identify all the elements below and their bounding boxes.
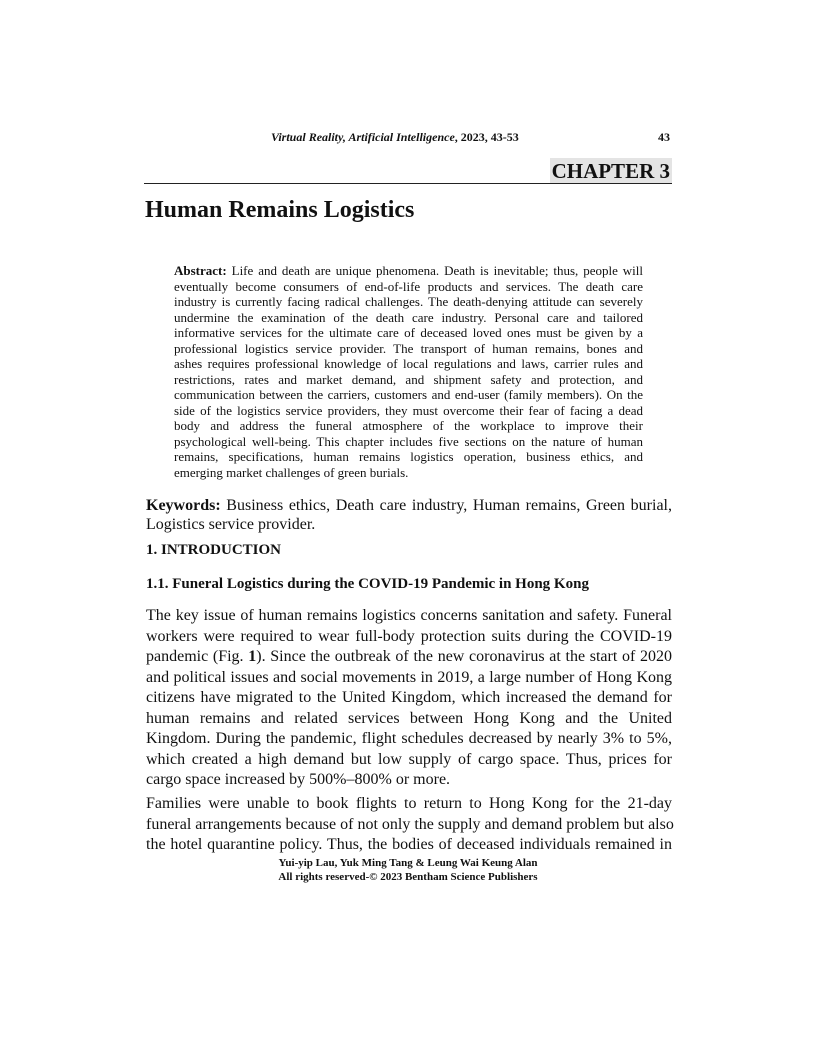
page-number: 43 <box>658 130 670 144</box>
text-run: body and address the funeral atmosphere of the workplace to improve their <box>174 418 643 433</box>
text-line <box>146 729 672 750</box>
text-line <box>174 279 643 295</box>
label: Abstract: <box>174 263 227 278</box>
text-line <box>146 815 672 836</box>
text-line <box>146 606 672 627</box>
text-run: Business ethics, Death care industry, Human remains, Green burial, <box>220 497 672 514</box>
text-line <box>146 750 672 771</box>
chapter-label: CHAPTER 3 <box>551 159 670 183</box>
text-line <box>146 647 672 668</box>
paragraph-2 <box>146 794 672 856</box>
text-line <box>174 372 643 388</box>
paragraph-1 <box>146 606 672 791</box>
text-run: The key issue of human remains logistics concerns sanitation and safety. Funeral <box>146 607 672 624</box>
text-line <box>146 627 672 648</box>
text-run: ashes requires professional knowledge of local regulations and laws, carrier rules and <box>174 356 643 371</box>
text-line <box>146 835 672 856</box>
header-rule <box>144 183 672 184</box>
section-heading: 1. INTRODUCTION <box>146 542 282 558</box>
text-run: and political issues and social movements in 2019, a large number of Hong Kong <box>146 668 672 686</box>
footer-authors: Yui-yip Lau, Yuk Ming Tang & Leung Wai Keung Alan <box>278 857 538 869</box>
text-line <box>174 449 643 465</box>
text-line <box>146 688 672 709</box>
text-line <box>174 434 643 450</box>
text-line <box>174 294 643 310</box>
text-run: citizens have migrated to the United Kingdom, which increased the demand for <box>146 689 672 706</box>
text-run: emerging market challenges of green burials. <box>174 464 409 480</box>
text-run: the hotel quarantine policy. Thus, the bodies of deceased individuals remained in <box>146 836 672 853</box>
text-line <box>174 263 643 279</box>
text-run: eventually become consumers of end-of-life products and services. The death care <box>174 278 643 294</box>
text-line <box>174 387 643 403</box>
chapter-title: Human Remains Logistics <box>145 197 415 223</box>
text-line <box>146 496 672 515</box>
text-line <box>174 325 643 341</box>
text-run: industry is currently facing radical challenges. The death-denying attitude can severely <box>174 294 643 309</box>
abstract <box>174 263 643 480</box>
text-line <box>174 356 643 372</box>
text-run: communication between the carriers, customers and end-user (family members). On the <box>174 387 643 402</box>
label: Keywords: <box>146 497 221 514</box>
text-run: Life and death are unique phenomena. Death is inevitable; thus, people will <box>226 263 643 278</box>
text-line <box>146 709 672 730</box>
text-line <box>146 668 672 689</box>
text-line <box>146 515 672 534</box>
text-line <box>174 341 643 357</box>
text-run: funeral arrangements because of not only the supply and demand problem but also <box>146 815 674 833</box>
text-run: side of the logistics service providers, they must overcome their fear of facing a dead <box>174 402 643 418</box>
text-run: Kingdom. During the pandemic, flight schedules decreased by nearly 3% to 5%, <box>146 730 672 747</box>
text-run: Logistics service provider. <box>146 516 316 533</box>
figure-ref: 1 <box>248 648 257 665</box>
text-run: remains, specifications, human remains logistics operation, business ethics, and <box>174 449 643 464</box>
text-run: ). Since the outbreak of the new coronavirus at the start of 2020 <box>256 648 672 665</box>
footer <box>0 856 816 884</box>
text-run: undermine the examination of the death care industry. Personal care and tailored <box>174 309 643 325</box>
text-run: which created a high demand but low supply of cargo space. Thus, prices for <box>146 750 672 768</box>
text-run: workers were required to wear full-body protection suits during the COVID-19 <box>146 627 672 645</box>
book-citation: , 2023, 43-53 <box>454 130 519 144</box>
text-line <box>174 465 643 481</box>
text-run: pandemic (Fig. <box>146 648 249 665</box>
text-run: psychological well-being. This chapter includes five sections on the nature of human <box>174 433 643 449</box>
text-run: cargo space increased by 500%–800% or more. <box>146 771 451 788</box>
text-run: informative services for the ultimate care of deceased loved ones must be given by a <box>174 325 643 340</box>
text-run: restrictions, rates and market demand, and shipment safety and protection, and <box>174 371 643 387</box>
text-line <box>146 770 672 791</box>
book-title: Virtual Reality, Artificial Intelligence <box>271 130 455 144</box>
text-line <box>146 794 672 815</box>
text-run: human remains and related services between Hong Kong and the United <box>146 709 672 727</box>
subsection-heading: 1.1. Funeral Logistics during the COVID-19 Pandemic in Hong Kong <box>146 576 589 592</box>
keywords <box>146 496 672 534</box>
text-run: Families were unable to book flights to return to Hong Kong for the 21-day <box>146 795 672 812</box>
text-line <box>174 418 643 434</box>
text-line <box>174 310 643 326</box>
footer-copyright: All rights reserved-© 2023 Bentham Science Publishers <box>278 871 538 883</box>
text-run: professional logistics service provider. The transport of human remains, bones and <box>174 340 643 356</box>
text-line <box>174 403 643 419</box>
